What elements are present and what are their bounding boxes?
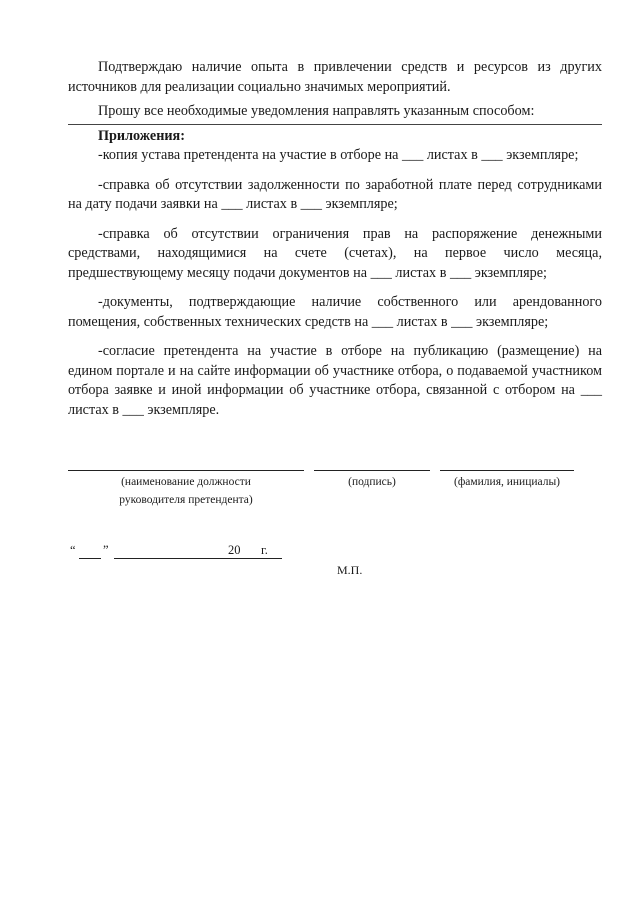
attachment-text: документы, подтверждающие наличие собственного или арендованного помещения, собственных технических средств на ___ листах в ___ экземпляре; [68,294,602,330]
experience-confirmation: Подтверждаю наличие опыта в привлечении средств и ресурсов из других источников для реализации социально значимых мероприятий. [68,59,602,95]
close-quote: ” [103,543,109,557]
year-suffix: г. [261,543,268,557]
position-line [68,470,304,471]
position-caption-line-1: (наименование должности [121,476,251,488]
year-prefix: 20 [228,543,241,557]
attachment-item [68,342,602,420]
attachment-item [68,176,602,215]
attachment-item [68,225,602,284]
signature-caption: (подпись) [348,476,396,488]
stamp-place: М.П. [337,563,363,577]
month-year-line [114,558,282,559]
attachment-text: справка об отсутствии ограничения прав на распоряжение денежными средствами, находящимися на счете (счетах), на первое число месяца, предшествующему месяцу подачи документов на ___ листах в ___ экземпляре; [68,225,602,281]
position-caption-line-2: руководителя претендента) [119,494,253,506]
open-quote: “ [70,543,76,557]
bullet-dash: - [98,225,103,242]
attachment-text: справка об отсутствии задолженности по заработной плате перед сотрудниками на дату подачи заявки на ___ листах в ___ экземпляре; [68,176,602,212]
notification-method-line [68,124,602,125]
attachment-item [68,293,602,332]
bullet-dash: - [98,343,103,359]
bullet-dash: - [98,147,103,163]
name-caption: (фамилия, инициалы) [453,476,561,488]
document-body [68,58,602,420]
attachments-heading: Приложения: [98,127,185,144]
name-line [440,470,574,471]
bullet-dash: - [98,176,103,193]
attachment-text: согласие претендента на участие в отборе на публикацию (размещение) на едином портале и на сайте информации об участнике отбора, о подаваемой участником отбора заявке и иной информации об участнике отбора, связанной с отбором на ___ листах в ___ экземпляре. [68,343,602,418]
signature-line [314,470,430,471]
attachment-item [68,146,602,166]
position-caption [88,473,284,509]
signature-block [68,470,602,530]
notification-request: Прошу все необходимые уведомления направлять указанным способом: [98,103,535,119]
day-line [79,558,101,559]
bullet-dash: - [98,294,103,310]
attachment-text: копия устава претендента на участие в отборе на ___ листах в ___ экземпляре; [102,147,579,163]
